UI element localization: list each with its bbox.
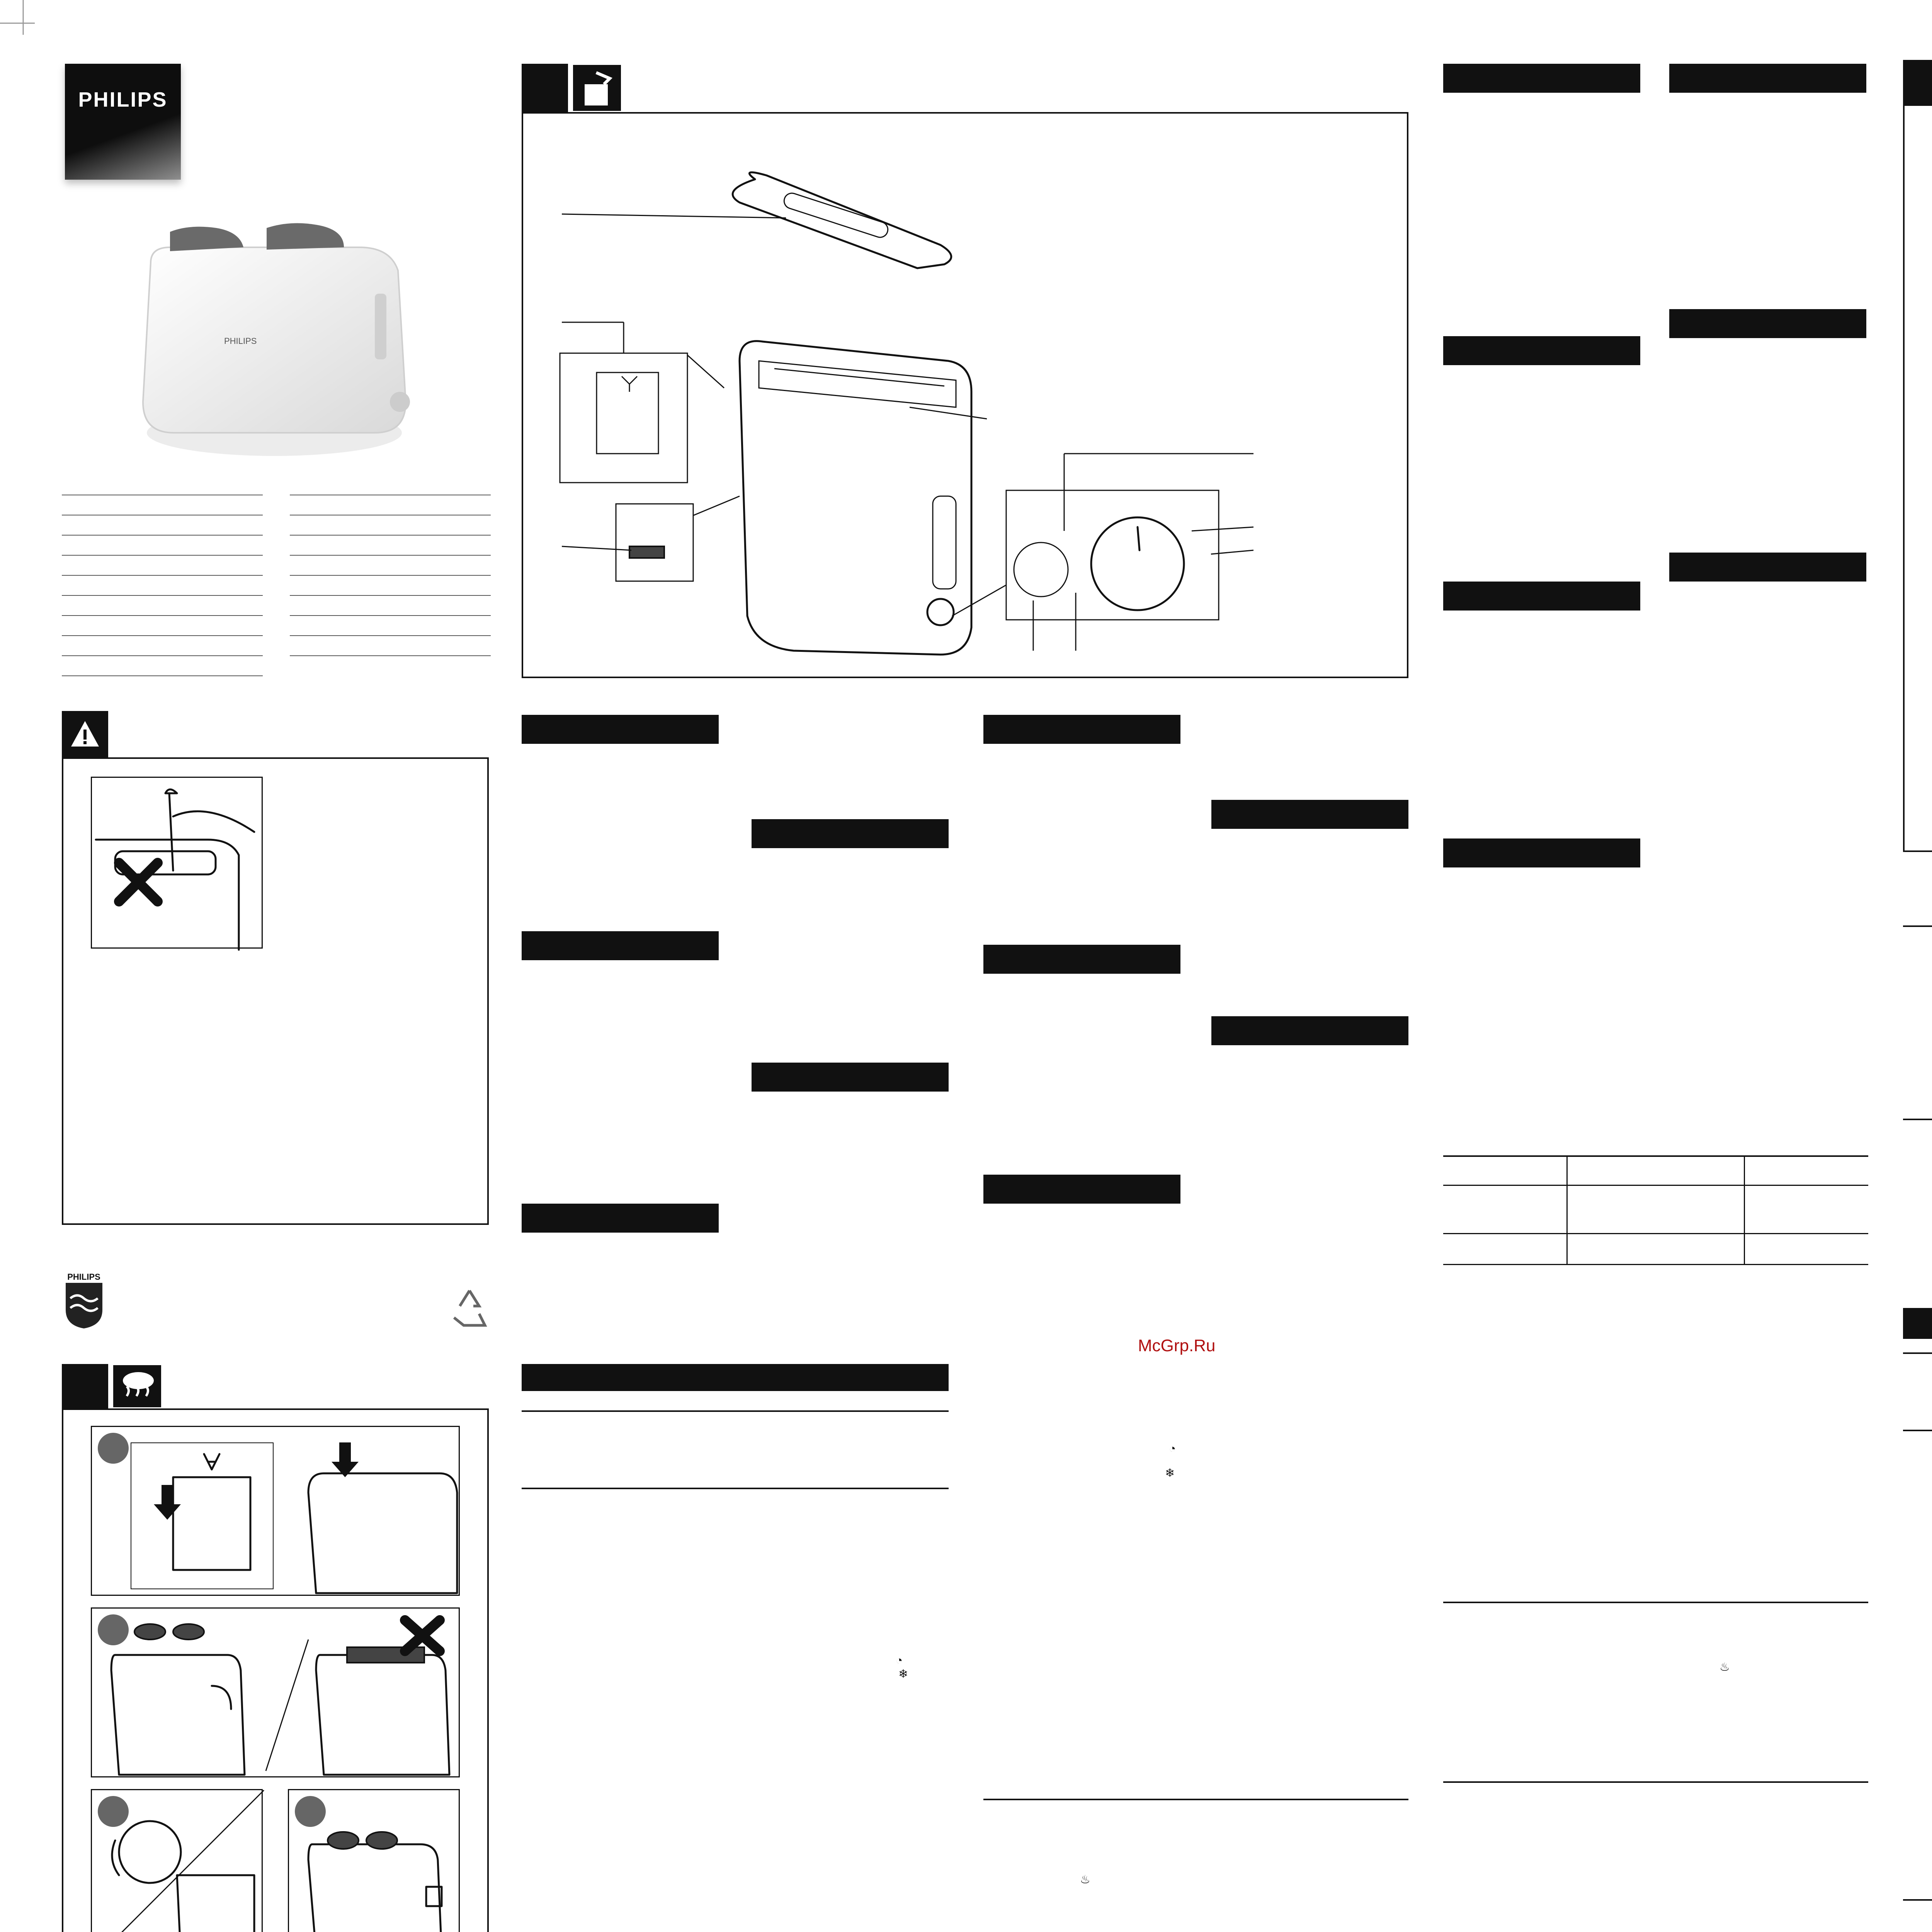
snowflake-symbol: ❄ — [1165, 1467, 1175, 1480]
bun-symbol: ♨ — [1719, 1661, 1730, 1673]
timer-symbol: ◔ — [1169, 1442, 1176, 1455]
timer-symbol: ◔ — [896, 1654, 903, 1667]
toaster-brand-mark: PHILIPS — [224, 336, 257, 346]
watermark-text: McGrp.Ru — [1138, 1336, 1216, 1355]
bun-symbol: ♨ — [1080, 1873, 1090, 1886]
svg-text:PHILIPS: PHILIPS — [67, 1272, 100, 1282]
snowflake-symbol: ❄ — [898, 1668, 908, 1680]
philips-logo-text: PHILIPS — [78, 88, 168, 111]
